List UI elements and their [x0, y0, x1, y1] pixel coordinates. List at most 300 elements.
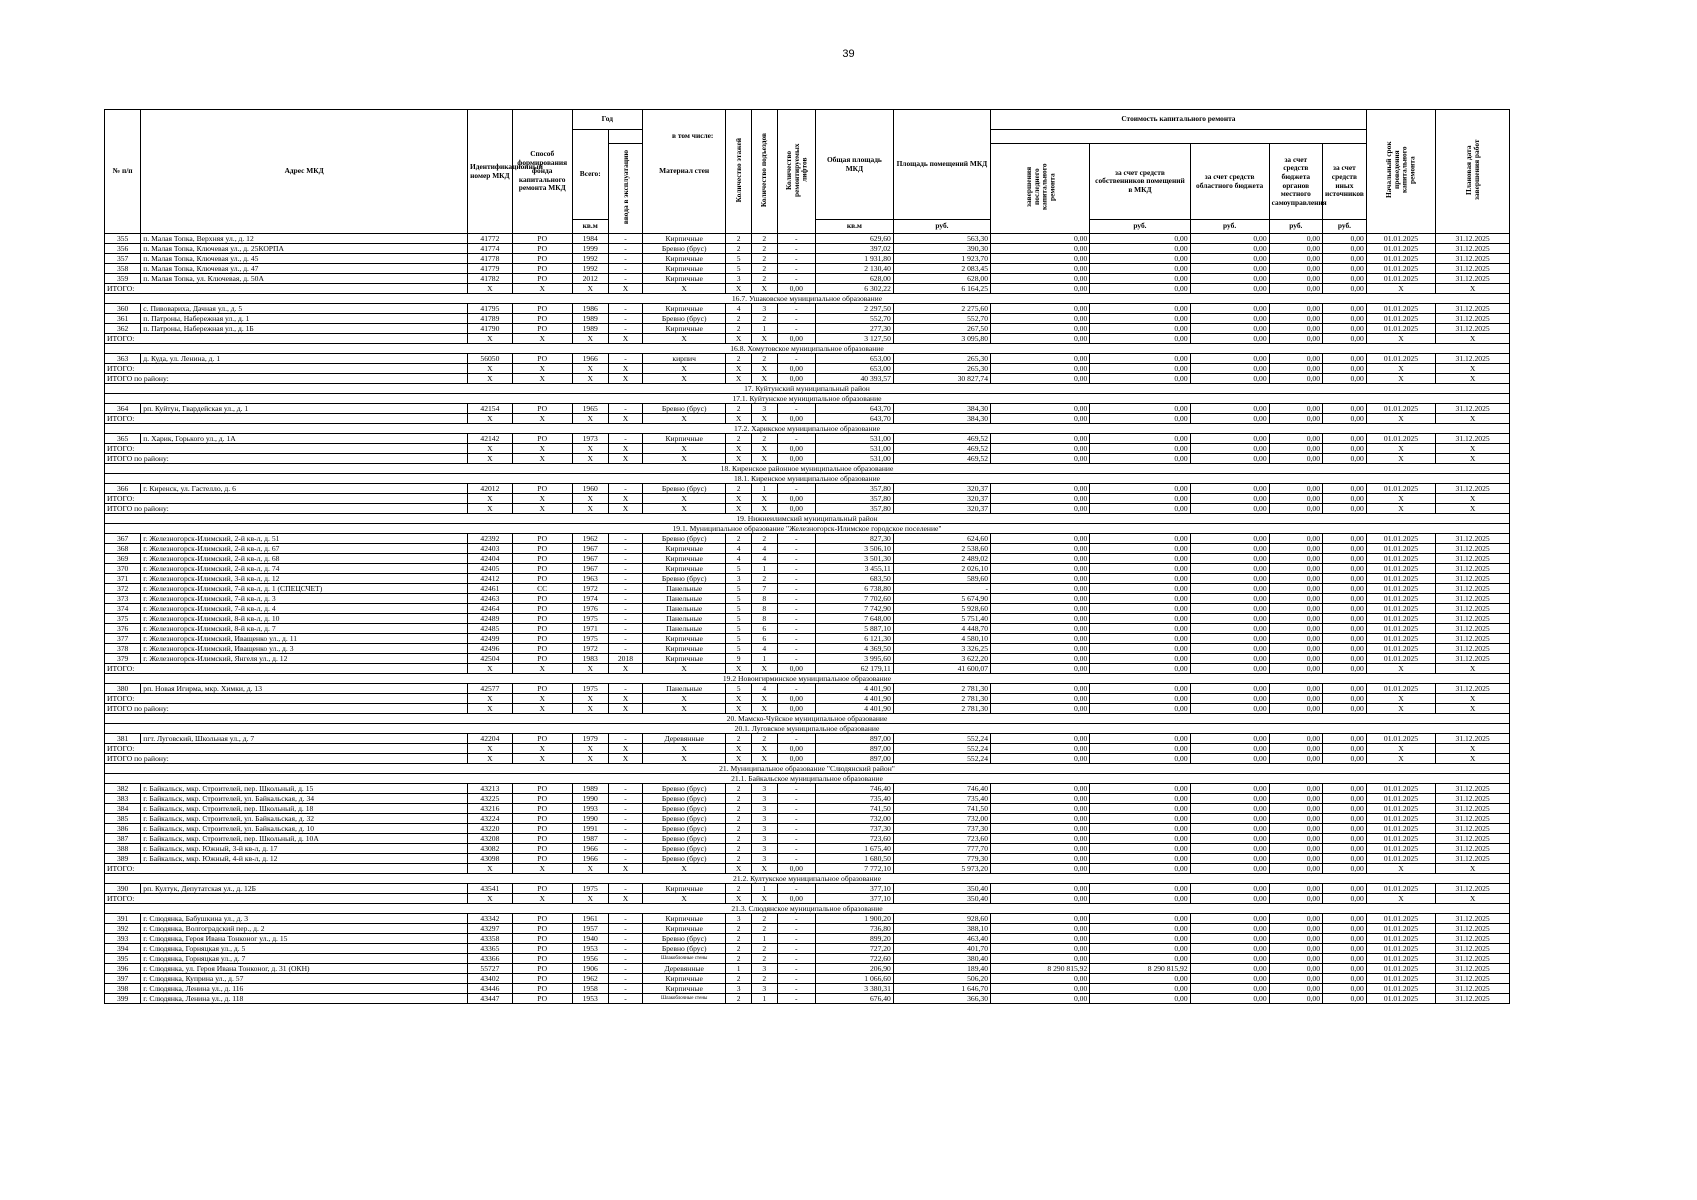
- cell-year-last-repair: -: [608, 914, 642, 924]
- cell-cost-local: 0,00: [1269, 844, 1322, 854]
- cell-cost-owners: 0,00: [1090, 854, 1190, 864]
- cell-method: X: [512, 454, 572, 464]
- cell-premises-area: 401,70: [893, 944, 990, 954]
- cell-method: X: [512, 504, 572, 514]
- cell-cost-region: 0,00: [1190, 434, 1269, 444]
- cell-lifts: -: [777, 924, 815, 934]
- cell-start: 01.01.2025: [1366, 994, 1435, 1004]
- cell-total-area: 357,80: [815, 494, 893, 504]
- cell-cost-other: 0,00: [1323, 954, 1367, 964]
- cell-entrances: 2: [751, 574, 777, 584]
- cell-premises-area: 2 781,30: [893, 704, 990, 714]
- cell-material: X: [643, 284, 726, 294]
- cell-id: 41789: [467, 314, 512, 324]
- cell-cost-owners: 0,00: [1090, 984, 1190, 994]
- cell-total-label: ИТОГО:: [105, 334, 468, 344]
- cell-cost-local: 0,00: [1269, 484, 1322, 494]
- cell-year-last-repair: -: [608, 734, 642, 744]
- cell-start: 01.01.2025: [1366, 934, 1435, 944]
- cell-cost-region: 0,00: [1190, 374, 1269, 384]
- cell-total-label: ИТОГО по району:: [105, 704, 468, 714]
- cell-cost-owners: 0,00: [1090, 494, 1190, 504]
- cell-year-commission: 1979: [572, 734, 608, 744]
- cell-cost-owners: 0,00: [1090, 234, 1190, 244]
- cell-cost-local: 0,00: [1269, 304, 1322, 314]
- cell-material: Бревно (брус): [643, 794, 726, 804]
- cell-premises-area: -: [893, 584, 990, 594]
- cell-year-last-repair: -: [608, 574, 642, 584]
- cell-method: РО: [512, 634, 572, 644]
- cell-premises-area: 350,40: [893, 894, 990, 904]
- cell-start: 01.01.2025: [1366, 324, 1435, 334]
- cell-cost-region: 0,00: [1190, 734, 1269, 744]
- cell-entrances: X: [751, 454, 777, 464]
- section-heading-text: 17.1. Куйтунское муниципальное образование: [105, 394, 1510, 404]
- cell-floors: 3: [726, 574, 752, 584]
- cell-cost-owners: 0,00: [1090, 354, 1190, 364]
- cell-cost-other: 0,00: [1323, 624, 1367, 634]
- cell-cost-total: 0,00: [991, 974, 1090, 984]
- header-cost-local: за счет средств бюджета органов местного самоуправления: [1269, 144, 1322, 220]
- cell-cost-owners: 0,00: [1090, 704, 1190, 714]
- cell-address: г. Байкальск, мкр. Строителей, ул. Байкальская, д. 34: [141, 794, 468, 804]
- cell-entrances: 3: [751, 984, 777, 994]
- cell-year-commission: X: [572, 414, 608, 424]
- cell-cost-other: 0,00: [1323, 234, 1367, 244]
- cell-year-last-repair: -: [608, 854, 642, 864]
- cell-entrances: X: [751, 754, 777, 764]
- cell-num: 384: [105, 804, 141, 814]
- cell-start: 01.01.2025: [1366, 964, 1435, 974]
- cell-id: X: [467, 664, 512, 674]
- cell-cost-region: 0,00: [1190, 954, 1269, 964]
- cell-entrances: X: [751, 744, 777, 754]
- cell-total-area: 653,00: [815, 354, 893, 364]
- cell-cost-local: 0,00: [1269, 864, 1322, 874]
- cell-cost-total: 0,00: [991, 864, 1090, 874]
- cell-premises-area: 350,40: [893, 884, 990, 894]
- cell-floors: 2: [726, 954, 752, 964]
- cell-material: Бревно (брус): [643, 934, 726, 944]
- cell-cost-total: 0,00: [991, 334, 1090, 344]
- table-row: [105, 434, 1510, 444]
- cell-entrances: 2: [751, 254, 777, 264]
- table-row: [105, 234, 1510, 244]
- cell-premises-area: 6 164,25: [893, 284, 990, 294]
- cell-start: X: [1366, 694, 1435, 704]
- cell-cost-owners: 0,00: [1090, 314, 1190, 324]
- cell-year-last-repair: X: [608, 664, 642, 674]
- cell-cost-region: 0,00: [1190, 594, 1269, 604]
- cell-year-last-repair: -: [608, 994, 642, 1004]
- cell-cost-total: 0,00: [991, 734, 1090, 744]
- cell-id: 42403: [467, 544, 512, 554]
- cell-year-commission: X: [572, 494, 608, 504]
- cell-id: 43225: [467, 794, 512, 804]
- cell-cost-total: 0,00: [991, 654, 1090, 664]
- cell-start: 01.01.2025: [1366, 794, 1435, 804]
- cell-method: РО: [512, 974, 572, 984]
- cell-year-last-repair: -: [608, 564, 642, 574]
- cell-floors: X: [726, 754, 752, 764]
- cell-cost-total: 0,00: [991, 644, 1090, 654]
- cell-cost-other: 0,00: [1323, 454, 1367, 464]
- cell-num: 389: [105, 854, 141, 864]
- cell-floors: 2: [726, 734, 752, 744]
- cell-cost-local: 0,00: [1269, 414, 1322, 424]
- cell-premises-area: 552,24: [893, 744, 990, 754]
- section-heading: [105, 384, 1510, 394]
- cell-year-last-repair: X: [608, 334, 642, 344]
- table-row: [105, 984, 1510, 994]
- cell-cost-owners: 0,00: [1090, 694, 1190, 704]
- cell-floors: 1: [726, 964, 752, 974]
- cell-num: 385: [105, 814, 141, 824]
- cell-entrances: 6: [751, 634, 777, 644]
- cell-cost-local: 0,00: [1269, 834, 1322, 844]
- cell-year-commission: X: [572, 744, 608, 754]
- cell-cost-other: 0,00: [1323, 274, 1367, 284]
- cell-premises-area: 552,24: [893, 734, 990, 744]
- cell-total-area: 7 772,10: [815, 864, 893, 874]
- cell-cost-owners: 0,00: [1090, 604, 1190, 614]
- cell-address: г. Слюдянка, Горняцкая ул., д. 5: [141, 944, 468, 954]
- cell-end: 31.12.2025: [1436, 274, 1510, 284]
- cell-end: 31.12.2025: [1436, 914, 1510, 924]
- cell-year-commission: 1961: [572, 914, 608, 924]
- cell-entrances: 2: [751, 924, 777, 934]
- cell-cost-other: 0,00: [1323, 934, 1367, 944]
- cell-end: 31.12.2025: [1436, 554, 1510, 564]
- cell-floors: 2: [726, 814, 752, 824]
- cell-end: 31.12.2025: [1436, 814, 1510, 824]
- cell-cost-region: 0,00: [1190, 974, 1269, 984]
- cell-cost-local: 0,00: [1269, 504, 1322, 514]
- cell-cost-region: 0,00: [1190, 444, 1269, 454]
- cell-total-label: ИТОГО:: [105, 444, 468, 454]
- cell-start: 01.01.2025: [1366, 654, 1435, 664]
- table-row: [105, 274, 1510, 284]
- cell-year-commission: 1967: [572, 554, 608, 564]
- cell-num: 391: [105, 914, 141, 924]
- cell-cost-owners: 0,00: [1090, 664, 1190, 674]
- cell-start: X: [1366, 704, 1435, 714]
- cell-address: г. Железногорск-Илимский, 7-й кв-л, д. 4: [141, 604, 468, 614]
- cell-num: 394: [105, 944, 141, 954]
- cell-material: Кирпичные: [643, 654, 726, 664]
- cell-lifts: 0,00: [777, 754, 815, 764]
- cell-material: Кирпичные: [643, 304, 726, 314]
- cell-lifts: -: [777, 784, 815, 794]
- cell-end: 31.12.2025: [1436, 534, 1510, 544]
- cell-cost-other: 0,00: [1323, 654, 1367, 664]
- cell-end: 31.12.2025: [1436, 234, 1510, 244]
- cell-premises-area: 5 751,40: [893, 614, 990, 624]
- header-cost: Стоимость капитального ремонта: [991, 110, 1367, 130]
- cell-method: РО: [512, 324, 572, 334]
- cell-id: 43216: [467, 804, 512, 814]
- cell-method: РО: [512, 854, 572, 864]
- cell-premises-area: 469,52: [893, 444, 990, 454]
- cell-cost-other: 0,00: [1323, 534, 1367, 544]
- cell-material: Бревно (брус): [643, 834, 726, 844]
- cell-cost-other: 0,00: [1323, 304, 1367, 314]
- cell-end: X: [1436, 364, 1510, 374]
- cell-cost-total: 0,00: [991, 944, 1090, 954]
- cell-year-last-repair: X: [608, 704, 642, 714]
- cell-end: 31.12.2025: [1436, 324, 1510, 334]
- cell-start: 01.01.2025: [1366, 924, 1435, 934]
- cell-entrances: 2: [751, 274, 777, 284]
- cell-cost-total: 0,00: [991, 364, 1090, 374]
- header-year-last-repair: [991, 144, 1090, 234]
- cell-end: X: [1436, 334, 1510, 344]
- cell-num: 358: [105, 264, 141, 274]
- cell-method: X: [512, 284, 572, 294]
- cell-year-commission: 1953: [572, 994, 608, 1004]
- cell-material: Бревно (брус): [643, 824, 726, 834]
- table-body: [105, 234, 1510, 1004]
- cell-method: СС: [512, 584, 572, 594]
- cell-cost-local: 0,00: [1269, 644, 1322, 654]
- cell-material: Кирпичные: [643, 564, 726, 574]
- cell-floors: 2: [726, 934, 752, 944]
- cell-address: г. Слюдянка, ул. Героя Ивана Тонконог, д. 31 (ОКН): [141, 964, 468, 974]
- cell-start: 01.01.2025: [1366, 944, 1435, 954]
- section-heading-text: 21.1. Байкальское муниципальное образование: [105, 774, 1510, 784]
- cell-id: X: [467, 704, 512, 714]
- cell-lifts: -: [777, 834, 815, 844]
- total-row: [105, 414, 1510, 424]
- cell-cost-other: 0,00: [1323, 644, 1367, 654]
- cell-floors: 2: [726, 844, 752, 854]
- cell-cost-other: 0,00: [1323, 504, 1367, 514]
- cell-total-area: 4 401,90: [815, 704, 893, 714]
- cell-premises-area: 2 538,60: [893, 544, 990, 554]
- cell-num: 386: [105, 824, 141, 834]
- cell-year-last-repair: -: [608, 934, 642, 944]
- cell-entrances: 1: [751, 884, 777, 894]
- cell-cost-total: 0,00: [991, 264, 1090, 274]
- cell-lifts: -: [777, 314, 815, 324]
- cell-lifts: -: [777, 814, 815, 824]
- cell-cost-region: 0,00: [1190, 584, 1269, 594]
- cell-cost-local: 0,00: [1269, 494, 1322, 504]
- cell-total-area: 3 995,60: [815, 654, 893, 664]
- cell-premises-area: 5 674,90: [893, 594, 990, 604]
- cell-lifts: 0,00: [777, 504, 815, 514]
- cell-material: X: [643, 744, 726, 754]
- cell-year-commission: X: [572, 754, 608, 764]
- cell-lifts: -: [777, 234, 815, 244]
- cell-cost-owners: 0,00: [1090, 654, 1190, 664]
- cell-year-last-repair: -: [608, 834, 642, 844]
- cell-cost-local: 0,00: [1269, 994, 1322, 1004]
- cell-cost-total: 0,00: [991, 914, 1090, 924]
- cell-lifts: 0,00: [777, 694, 815, 704]
- header-start: [1366, 110, 1435, 234]
- cell-id: 42412: [467, 574, 512, 584]
- cell-floors: 2: [726, 854, 752, 864]
- cell-cost-other: 0,00: [1323, 694, 1367, 704]
- cell-id: X: [467, 894, 512, 904]
- cell-start: 01.01.2025: [1366, 584, 1435, 594]
- cell-id: 42404: [467, 554, 512, 564]
- header-cost-owners: за счет средств собственников помещений в МКД: [1090, 144, 1190, 220]
- cell-year-commission: 1976: [572, 604, 608, 614]
- header-method: Способ формирования фонда капитального ремонта МКД: [512, 110, 572, 234]
- cell-method: РО: [512, 624, 572, 634]
- cell-floors: X: [726, 444, 752, 454]
- cell-start: 01.01.2025: [1366, 914, 1435, 924]
- section-heading: [105, 774, 1510, 784]
- cell-cost-total: 0,00: [991, 834, 1090, 844]
- cell-end: 31.12.2025: [1436, 614, 1510, 624]
- cell-start: 01.01.2025: [1366, 564, 1435, 574]
- cell-cost-region: 0,00: [1190, 704, 1269, 714]
- cell-cost-other: 0,00: [1323, 584, 1367, 594]
- header-unit-cost-local: руб.: [1269, 220, 1322, 234]
- section-heading: [105, 474, 1510, 484]
- cell-cost-region: 0,00: [1190, 364, 1269, 374]
- cell-end: X: [1436, 414, 1510, 424]
- cell-cost-other: 0,00: [1323, 594, 1367, 604]
- cell-cost-other: 0,00: [1323, 884, 1367, 894]
- cell-entrances: 3: [751, 404, 777, 414]
- cell-id: 42489: [467, 614, 512, 624]
- cell-cost-local: 0,00: [1269, 434, 1322, 444]
- cell-entrances: 3: [751, 834, 777, 844]
- cell-method: РО: [512, 654, 572, 664]
- district-total-row: [105, 374, 1510, 384]
- cell-cost-local: 0,00: [1269, 854, 1322, 864]
- cell-num: 388: [105, 844, 141, 854]
- cell-year-commission: 1972: [572, 584, 608, 594]
- cell-year-commission: 1958: [572, 984, 608, 994]
- cell-year-commission: 1991: [572, 824, 608, 834]
- cell-num: 383: [105, 794, 141, 804]
- table-row: [105, 914, 1510, 924]
- cell-cost-owners: 0,00: [1090, 794, 1190, 804]
- cell-method: X: [512, 374, 572, 384]
- cell-entrances: 3: [751, 824, 777, 834]
- cell-year-commission: 1963: [572, 574, 608, 584]
- cell-method: РО: [512, 304, 572, 314]
- cell-id: 41778: [467, 254, 512, 264]
- table-row: [105, 304, 1510, 314]
- cell-cost-owners: 0,00: [1090, 814, 1190, 824]
- cell-id: X: [467, 334, 512, 344]
- cell-lifts: -: [777, 794, 815, 804]
- table-wrapper: [104, 109, 1510, 1004]
- cell-method: РО: [512, 644, 572, 654]
- section-heading: [105, 904, 1510, 914]
- cell-cost-region: 0,00: [1190, 984, 1269, 994]
- cell-cost-owners: 0,00: [1090, 594, 1190, 604]
- cell-premises-area: 779,30: [893, 854, 990, 864]
- table-row: [105, 654, 1510, 664]
- cell-cost-other: 0,00: [1323, 754, 1367, 764]
- cell-end: 31.12.2025: [1436, 354, 1510, 364]
- cell-year-last-repair: -: [608, 964, 642, 974]
- cell-cost-local: 0,00: [1269, 284, 1322, 294]
- cell-year-commission: 1993: [572, 804, 608, 814]
- cell-cost-local: 0,00: [1269, 234, 1322, 244]
- cell-lifts: 0,00: [777, 864, 815, 874]
- cell-year-last-repair: -: [608, 634, 642, 644]
- cell-total-area: 377,10: [815, 894, 893, 904]
- cell-method: X: [512, 414, 572, 424]
- cell-num: 396: [105, 964, 141, 974]
- cell-cost-region: 0,00: [1190, 854, 1269, 864]
- section-heading-text: 18.1. Киренское муниципальное образование: [105, 474, 1510, 484]
- cell-premises-area: 4 580,10: [893, 634, 990, 644]
- cell-year-commission: 1906: [572, 964, 608, 974]
- cell-address: г. Железногорск-Илимский, Иващенко ул., д. 3: [141, 644, 468, 654]
- cell-lifts: -: [777, 574, 815, 584]
- cell-year-commission: 1962: [572, 974, 608, 984]
- cell-method: РО: [512, 354, 572, 364]
- cell-method: РО: [512, 804, 572, 814]
- cell-total-area: 6 302,22: [815, 284, 893, 294]
- cell-floors: X: [726, 504, 752, 514]
- cell-year-last-repair: -: [608, 404, 642, 414]
- cell-total-area: 6 738,80: [815, 584, 893, 594]
- cell-total-area: 4 369,50: [815, 644, 893, 654]
- table-row: [105, 404, 1510, 414]
- cell-total-area: 7 648,00: [815, 614, 893, 624]
- cell-cost-total: 0,00: [991, 894, 1090, 904]
- header-total-area: Общая площадь МКД: [815, 110, 893, 220]
- cell-entrances: 2: [751, 314, 777, 324]
- cell-total-area: 1 680,50: [815, 854, 893, 864]
- cell-cost-owners: 0,00: [1090, 564, 1190, 574]
- cell-premises-area: 624,60: [893, 534, 990, 544]
- cell-material: X: [643, 334, 726, 344]
- cell-cost-total: 0,00: [991, 984, 1090, 994]
- cell-address: рп. Култук, Депутатская ул., д. 12Б: [141, 884, 468, 894]
- cell-cost-total: 0,00: [991, 434, 1090, 444]
- cell-id: 42463: [467, 594, 512, 604]
- cell-method: РО: [512, 734, 572, 744]
- cell-floors: 5: [726, 614, 752, 624]
- cell-lifts: -: [777, 684, 815, 694]
- cell-cost-local: 0,00: [1269, 354, 1322, 364]
- cell-cost-other: 0,00: [1323, 264, 1367, 274]
- cell-address: рп. Куйтун, Гвардейская ул., д. 1: [141, 404, 468, 414]
- cell-premises-area: 628,00: [893, 274, 990, 284]
- cell-id: 42464: [467, 604, 512, 614]
- cell-cost-total: 0,00: [991, 444, 1090, 454]
- cell-cost-owners: 0,00: [1090, 454, 1190, 464]
- cell-id: 43297: [467, 924, 512, 934]
- cell-floors: 2: [726, 974, 752, 984]
- cell-cost-region: 0,00: [1190, 574, 1269, 584]
- cell-total-label: ИТОГО по району:: [105, 504, 468, 514]
- cell-year-commission: X: [572, 864, 608, 874]
- cell-total-area: 735,40: [815, 794, 893, 804]
- table-row: [105, 614, 1510, 624]
- section-heading-text: 16.8. Хомутовское муниципальное образование: [105, 344, 1510, 354]
- cell-total-area: 5 887,10: [815, 624, 893, 634]
- cell-year-last-repair: -: [608, 234, 642, 244]
- cell-cost-local: 0,00: [1269, 324, 1322, 334]
- cell-id: X: [467, 864, 512, 874]
- cell-floors: 2: [726, 234, 752, 244]
- cell-entrances: 2: [751, 534, 777, 544]
- cell-floors: 2: [726, 314, 752, 324]
- cell-year-commission: 2012: [572, 274, 608, 284]
